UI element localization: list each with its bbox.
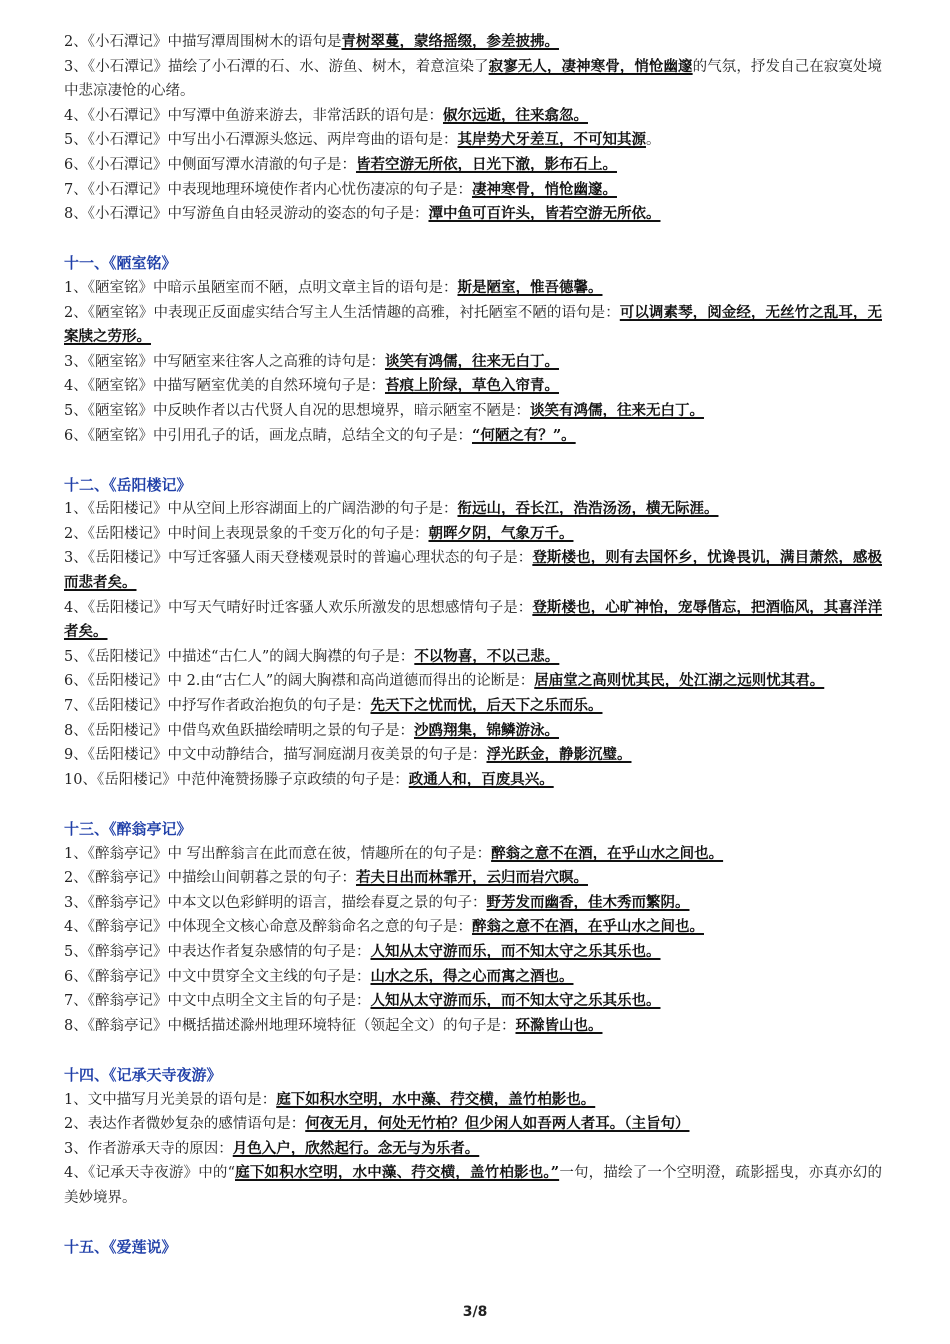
question-item [64, 546, 882, 595]
question-text: 5、《醉翁亭记》中表达作者复杂感情的句子是： [64, 943, 371, 960]
question-text: 5、《岳阳楼记》中描述“古仁人”的阔大胸襟的句子是： [64, 648, 415, 665]
question-text: 4、《记承天寺夜游》中的“ [64, 1165, 235, 1182]
answer-text: 登斯楼也，则有去国怀乡，忧谗畏讥，满目萧然，感极而悲者矣。 [64, 549, 882, 592]
question-text: 3、《陋室铭》中写陋室来往客人之高雅的诗句是： [64, 353, 385, 370]
question-text: 7、《小石潭记》中表现地理环境使作者内心忧伤凄凉的句子是： [64, 181, 472, 198]
section-heading: 十五、《爱莲说》 [64, 1238, 177, 1257]
question-text: 1、《醉翁亭记》中 写出醉翁言在此而意在彼，情趣所在的句子是： [64, 845, 492, 862]
question-item [64, 645, 882, 670]
question-item [64, 522, 882, 547]
answer-text: 其岸势犬牙差互，不可知其源 [457, 131, 646, 149]
answer-text: 沙鸥翔集，锦鳞游泳。 [413, 721, 559, 739]
page-number [0, 1304, 950, 1320]
answer-text: 可以调素琴，阅金经，无丝竹之乱耳，无案牍之劳形。 [64, 303, 882, 346]
question-item [64, 128, 882, 153]
question-item [64, 891, 882, 916]
question-item [64, 153, 882, 178]
answer-text: 政通人和，百废具兴。 [408, 770, 554, 788]
question-text: 10、《岳阳楼记》中范仲淹赞扬滕子京政绩的句子是： [64, 771, 409, 788]
answer-text: 先天下之忧而忧，后天下之乐而乐。 [370, 697, 603, 715]
question-text: 2、《岳阳楼记》中时间上表现景象的千变万化的句子是： [64, 525, 429, 542]
answer-text: 人知从太守游而乐，而不知太守之乐其乐也。 [370, 992, 661, 1010]
question-text: 8、《岳阳楼记》中借鸟欢鱼跃描绘晴明之景的句子是： [64, 722, 414, 739]
question-text: 3、作者游承天寺的原因： [64, 1140, 233, 1157]
section-heading: 十一、《陋室铭》 [64, 254, 177, 273]
question-item [64, 596, 882, 645]
question-text: 5、《小石潭记》中写出小石潭源头悠远、两岸弯曲的语句是： [64, 132, 458, 149]
answer-text: 不以物喜，不以己悲。 [414, 647, 560, 665]
question-text: 7、《醉翁亭记》中文中点明全文主旨的句子是： [64, 993, 371, 1010]
question-text: 3、《醉翁亭记》中本文以色彩鲜明的语言，描绘春夏之景的句子： [64, 894, 487, 911]
question-item [64, 276, 882, 301]
section-spacer [64, 1211, 882, 1236]
answer-text: 朝晖夕阴，气象万千。 [428, 524, 574, 542]
question-text: 3、《小石潭记》描绘了小石潭的石、水、游鱼、树木，着意渲染了 [64, 58, 489, 75]
question-item [64, 497, 882, 522]
question-item [64, 694, 882, 719]
answer-text: 谈笑有鸿儒，往来无白丁。 [384, 352, 559, 370]
question-text: 4、《岳阳楼记》中写天气晴好时迁客骚人欢乐所激发的思想感情句子是： [64, 599, 533, 616]
question-item [64, 915, 882, 940]
answer-text: 寂寥无人，凄神寒骨，悄怆幽邃 [488, 57, 693, 75]
question-text: 5、《陋室铭》中反映作者以古代贤人自况的思想境界，暗示陋室不陋是： [64, 402, 530, 419]
question-text: 2、《醉翁亭记》中描绘山间朝暮之景的句子： [64, 870, 356, 887]
answer-text: 谈笑有鸿儒，往来无白丁。 [529, 401, 704, 419]
question-text: 9、《岳阳楼记》中文中动静结合，描写洞庭湖月夜美景的句子是： [64, 747, 487, 764]
question-item [64, 1137, 882, 1162]
section-spacer [64, 448, 882, 473]
question-text: 6、《醉翁亭记》中文中贯穿全文主线的句子是： [64, 968, 371, 985]
answer-text: 皆若空游无所依，日光下澈，影布石上。 [355, 155, 617, 173]
question-text: 1、文中描写月光美景的语句是： [64, 1091, 277, 1108]
question-text: 1、《陋室铭》中暗示虽陋室而不陋，点明文章主旨的语句是： [64, 279, 458, 296]
answer-text: 庭下如积水空明，水中藻、荇交横，盖竹柏影也。” [235, 1164, 560, 1182]
answer-text: 登斯楼也，心旷神怡，宠辱偕忘，把酒临风，其喜洋洋者矣。 [64, 598, 882, 641]
section-spacer [64, 227, 882, 252]
question-item [64, 866, 882, 891]
page-total: 8 [477, 1304, 488, 1320]
question-item [64, 842, 882, 867]
answer-text: 醉翁之意不在酒，在乎山水之间也。 [491, 844, 724, 862]
question-item [64, 940, 882, 965]
answer-text: 浮光跃金，静影沉璧。 [486, 746, 632, 764]
answer-text: 俶尔远逝，往来翕忽。 [442, 106, 588, 124]
answer-text: 人知从太守游而乐，而不知太守之乐其乐也。 [370, 942, 661, 960]
trailing-text: 。 [645, 132, 661, 149]
question-item [64, 1161, 882, 1210]
section-spacer [64, 1038, 882, 1063]
question-item [64, 350, 882, 375]
question-item [64, 55, 882, 104]
question-text: 6、《陋室铭》中引用孔子的话，画龙点睛，总结全文的句子是： [64, 427, 472, 444]
question-item [64, 178, 882, 203]
question-item [64, 1014, 882, 1039]
question-text: 4、《小石潭记》中写潭中鱼游来游去，非常活跃的语句是： [64, 107, 443, 124]
question-item [64, 719, 882, 744]
question-item [64, 743, 882, 768]
answer-text: 苔痕上阶绿，草色入帘青。 [384, 377, 559, 395]
section-heading: 十二、《岳阳楼记》 [64, 475, 192, 494]
question-text: 6、《小石潭记》中侧面写潭水清澈的句子是： [64, 156, 356, 173]
answer-text: 环滁皆山也。 [515, 1016, 603, 1034]
page-current: 3 [462, 1304, 473, 1320]
question-text: 2、表达作者微妙复杂的感情语句是： [64, 1116, 306, 1133]
question-item [64, 104, 882, 129]
question-text: 7、《岳阳楼记》中抒写作者政治抱负的句子是： [64, 698, 371, 715]
answer-text: 野芳发而幽香，佳木秀而繁阴。 [486, 893, 690, 911]
question-item [64, 1112, 882, 1137]
question-item [64, 301, 882, 350]
question-text: 6、《岳阳楼记》中 2.由“古仁人”的阔大胸襟和高尚道德而得出的论断是： [64, 673, 535, 690]
question-text: 1、《岳阳楼记》中从空间上形容湖面上的广阔浩渺的句子是： [64, 501, 458, 518]
question-item [64, 768, 882, 793]
document-body [64, 30, 882, 1260]
answer-text: 潭中鱼可百许头，皆若空游无所依。 [428, 205, 661, 223]
answer-text: 斯是陋室，惟吾德馨。 [457, 278, 603, 296]
trailing-text: 的气氛，抒发自己在寂寞处境中悲凉凄怆的心绪。 [64, 58, 883, 100]
answer-text: 青树翠蔓，蒙络摇缀，参差披拂。 [341, 33, 559, 50]
question-text: 4、《醉翁亭记》中体现全文核心命意及醉翁命名之意的句子是： [64, 919, 472, 936]
section-heading: 十四、《记承天寺夜游》 [64, 1065, 222, 1084]
trailing-text: 一句，描绘了一个空明澄，疏影摇曳，亦真亦幻的美妙境界。 [64, 1165, 883, 1206]
answer-text: 月色入户，欣然起行。念无与为乐者。 [232, 1139, 480, 1157]
question-text: 8、《醉翁亭记》中概括描述滁州地理环境特征（领起全文）的句子是： [64, 1017, 516, 1034]
answer-text: 凄神寒骨，悄怆幽邃。 [471, 180, 617, 198]
question-text: 8、《小石潭记》中写游鱼自由轻灵游动的姿态的句子是： [64, 206, 429, 223]
answer-text: 庭下如积水空明，水中藻、荇交横，盖竹柏影也。 [276, 1090, 596, 1108]
answer-text: 居庙堂之高则忧其民，处江湖之远则忧其君。 [534, 672, 825, 690]
question-text: 4、《陋室铭》中描写陋室优美的自然环境句子是： [64, 378, 385, 395]
answer-text: 何夜无月，何处无竹柏？但少闲人如吾两人者耳。（主旨句） [305, 1115, 690, 1133]
section-heading: 十三、《醉翁亭记》 [64, 820, 192, 838]
answer-text: 若夫日出而林霏开，云归而岩穴暝。 [355, 869, 588, 887]
question-item [64, 374, 882, 399]
question-item [64, 989, 882, 1014]
question-text: 3、《岳阳楼记》中写迁客骚人雨天登楼观景时的普遍心理状态的句子是： [64, 550, 533, 567]
question-item [64, 1088, 882, 1113]
question-text: 2、《陋室铭》中表现正反面虚实结合写主人生活情趣的高雅，衬托陋室不陋的语句是： [64, 304, 620, 321]
answer-text: “何陋之有？”。 [471, 426, 576, 444]
question-text: 2、《小石潭记》中描写潭周围树木的语句是 [64, 34, 342, 50]
answer-text: 醉翁之意不在酒，在乎山水之间也。 [471, 918, 704, 936]
answer-text: 山水之乐，得之心而寓之酒也。 [370, 967, 574, 985]
question-item [64, 424, 882, 449]
question-item [64, 30, 882, 55]
page-separator: / [472, 1304, 478, 1320]
question-item [64, 399, 882, 424]
question-item [64, 965, 882, 990]
question-item [64, 202, 882, 227]
answer-text: 衔远山，吞长江，浩浩汤汤，横无际涯。 [457, 500, 719, 518]
section-spacer [64, 792, 882, 817]
question-item [64, 669, 882, 694]
